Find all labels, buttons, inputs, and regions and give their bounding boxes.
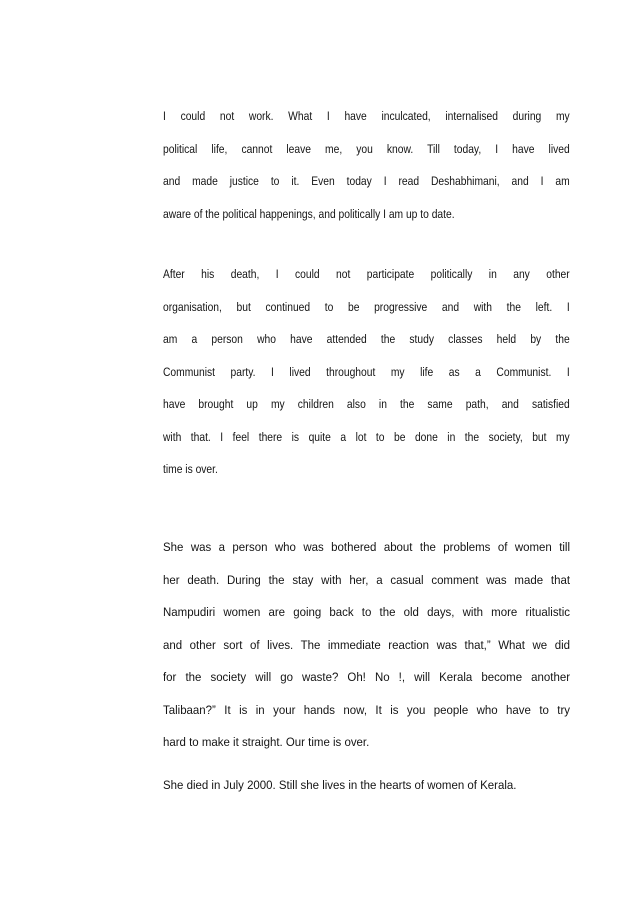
text-line: and made justice to it. Even today I read Deshabhimani, and I am bbox=[163, 174, 570, 188]
paragraph-2 bbox=[163, 264, 570, 492]
paragraph-1 bbox=[163, 106, 570, 236]
text-line: She was a person who was bothered about the problems of women till bbox=[163, 540, 571, 554]
text-line: with that. I feel there is quite a lot to be done in the society, but my bbox=[163, 429, 570, 444]
paragraph-3 bbox=[163, 537, 570, 765]
text-line: for the society will go waste? Oh! No !, will Kerala become another bbox=[163, 670, 571, 684]
text-line: hard to make it straight. Our time is over. bbox=[163, 735, 370, 749]
text-line: her death. During the stay with her, a casual comment was made that bbox=[163, 572, 571, 587]
text-line: I could not work. What I have inculcated, internalised during my bbox=[163, 109, 570, 123]
text-line: Communist party. I lived throughout my life as a Communist. I bbox=[163, 364, 570, 379]
text-line: aware of the political happenings, and politically I am up to date. bbox=[163, 206, 455, 221]
text-line: time is over. bbox=[163, 462, 218, 476]
text-line: After his death, I could not participate politically in any other bbox=[163, 267, 570, 281]
text-line: organisation, but continued to be progressive and with the left. I bbox=[163, 299, 570, 314]
text-line: She died in July 2000. Still she lives in the hearts of women of Kerala. bbox=[163, 778, 517, 792]
text-line: am a person who have attended the study classes held by the bbox=[163, 332, 570, 346]
text-line: Nampudiri women are going back to the old days, with more ritualistic bbox=[163, 605, 571, 619]
paragraph-4 bbox=[163, 775, 570, 808]
text-line: political life, cannot leave me, you know. Till today, I have lived bbox=[163, 141, 570, 156]
text-line: and other sort of lives. The immediate reaction was that,” What we did bbox=[163, 637, 571, 652]
text-line: Talibaan?” It is in your hands now, It is you people who have to try bbox=[163, 702, 571, 717]
text-line: have brought up my children also in the same path, and satisfied bbox=[163, 397, 570, 411]
